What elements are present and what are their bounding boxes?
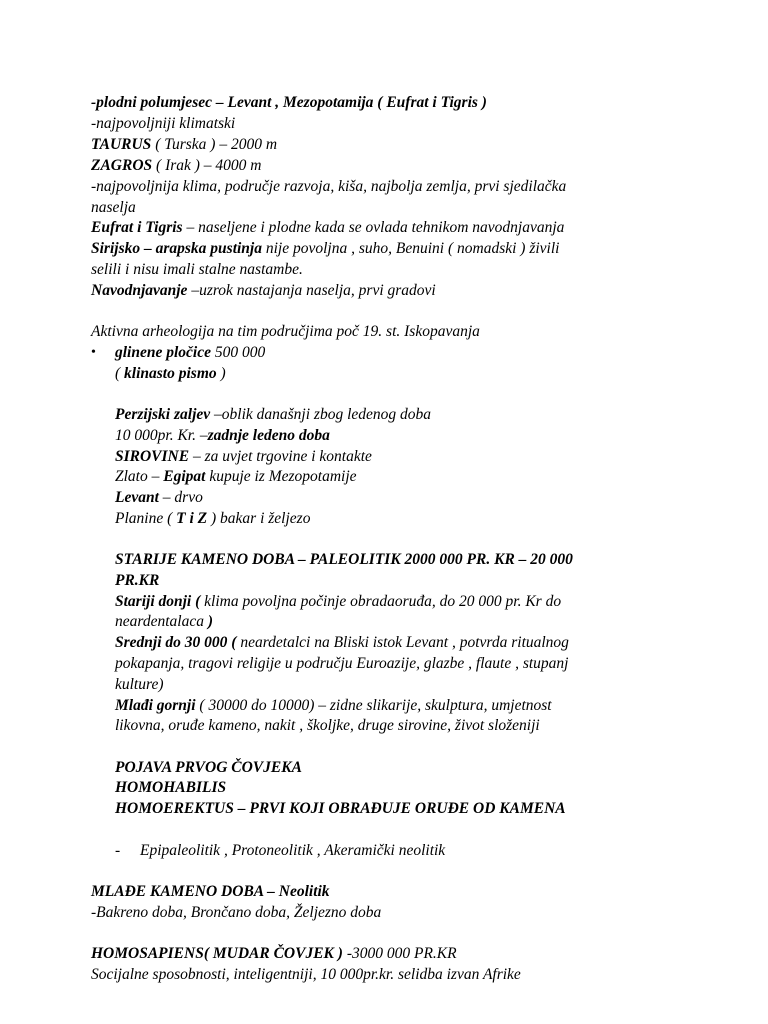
section-heading-paleolithic: STARIJE KAMENO DOBA – PALEOLITIK 2000 000 PR. KR – 20 000 [115,551,573,568]
text-line: Planine ( T i Z ) bakar i željezo [115,510,311,527]
text-line: selili i nisu imali stalne nastambe. [91,261,303,278]
text-line: Levant – drvo [115,489,203,506]
text-line: Stariji donji ( klima povoljna počinje obradaoruđa, do 20 000 pr. Kr do [115,593,562,610]
text-line-eufrat: Eufrat i Tigris – naseljene i plodne kada se ovlada tehnikom navodnjavanja [91,219,565,236]
text-line: -najpovoljniji klimatski [91,115,236,132]
text-line-irrigation: Navodnjavanje –uzrok nastajanja naselja, prvi gradovi [91,282,436,299]
heading-fertile-crescent: -plodni polumjesec – Levant , Mezopotamija ( Eufrat i Tigris ) [91,94,487,111]
text-line: SIROVINE – za uvjet trgovine i kontakte [115,448,372,465]
text-line-desert: Sirijsko – arapska pustinja nije povoljna , suho, Benuini ( nomadski ) živili [91,240,560,257]
dash-item: - Epipaleolitik , Protoneolitik , Akeramički neolitik [115,842,446,859]
bullet-icon: • [91,345,96,360]
section-heading: HOMOHABILIS [115,779,227,796]
text-line: neardentalaca ) [115,613,214,630]
section-heading: HOMOEREKTUS – PRVI KOJI OBRAĐUJE ORUĐE OD KAMENA [115,800,566,817]
text-line: 10 000pr. Kr. –zadnje ledeno doba [115,427,330,444]
text-line: pokapanja, tragovi religije u području Euroazije, glazbe , flaute , stupanj [115,655,569,672]
bullet-item: • glinene pločice 500 000 [91,344,266,361]
text-line: Zlato – Egipat kupuje iz Mezopotamije [115,468,357,485]
section-heading: PR.KR [115,572,160,589]
section-heading-homosapiens: HOMOSAPIENS( MUDAR ČOVJEK ) -3000 000 PR.KR [91,945,457,962]
text-line: naselja [91,199,136,216]
text-line: ( klinasto pismo ) [115,365,226,382]
text-line: Perzijski zaljev –oblik današnji zbog ledenog doba [115,406,432,423]
text-line: -najpovoljnija klima, područje razvoja, kiša, najbolja zemlja, prvi sjedilačka [91,178,567,195]
section-heading: POJAVA PRVOG ČOVJEKA [115,759,302,776]
text-line: Socijalne sposobnosti, inteligentniji, 10 000pr.kr. selidba izvan Afrike [91,966,521,983]
text-line: Srednji do 30 000 ( neardetalci na Bliski istok Levant , potvrda ritualnog [115,634,569,651]
text-line-zagros: ZAGROS ( Irak ) – 4000 m [91,157,262,174]
text-line: -Bakreno doba, Brončano doba, Željezno doba [91,904,382,921]
text-line-taurus: TAURUS ( Turska ) – 2000 m [91,136,278,153]
text-line-archaeology: Aktivna arheologija na tim područjima poč 19. st. Iskopavanja [91,323,480,340]
text-line: kulture) [115,676,164,693]
text-line: likovna, oruđe kameno, nakit , školjke, druge sirovine, život složeniji [115,717,540,734]
dash-marker: - [115,842,121,859]
text-line: Mlađi gornji ( 30000 do 10000) – zidne slikarije, skulptura, umjetnost [115,697,552,714]
section-heading-neolithic: MLAĐE KAMENO DOBA – Neolitik [91,883,330,900]
